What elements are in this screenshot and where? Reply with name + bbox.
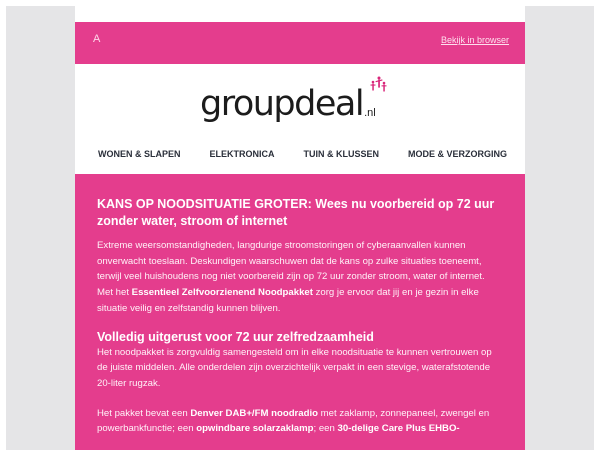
preheader-text: A [93,33,101,45]
intro-text-end: zorg je ervoor dat jij en je gezin in elke situatie veilig en zelfstandig kunnen blijven. [97,287,479,314]
content-section [75,174,525,450]
logo-suffix: .nl [364,107,376,119]
nav-elektronica[interactable]: ELEKTRONICA [209,149,275,159]
contents-text: Het pakket bevat een [97,407,191,419]
jumping-people-icon [369,76,387,96]
item-radio: Denver DAB+/FM noodradio [190,407,319,419]
product-name: Essentieel Zelfvoorzienend Noodpakket [131,287,313,299]
intro-paragraph [97,238,503,317]
intro-text: Extreme weersomstandigheden, langdurige stroomstoringen of cyberaanvallen kunnen onverwacht toeslaan. Deskundigen waarschuwen dat de kans op zulke situaties toeneemt, terwijl veel huishoudens nog niet voorbereid zijn op 72 uur zonder stroom, water of internet. Met het [97,240,485,299]
preheader-bar [75,22,525,64]
groupdeal-logo[interactable] [200,82,376,122]
nav-wonen-slapen[interactable]: WONEN & SLAPEN [98,149,181,159]
email-container [75,6,525,450]
item-first-aid: 30-delige Care Plus EHBO- [337,423,460,435]
contents-text: met zaklamp, zonnepaneel, zwengel en powerbankfunctie; een [97,407,490,435]
nav-tuin-klussen[interactable]: TUIN & KLUSSEN [303,149,379,159]
subheadline: Volledig uitgerust voor 72 uur zelfredzaamheid [97,329,374,344]
description-paragraph: Het noodpakket is zorgvuldig samengesteld om in elke noodsituatie te kunnen vertrouwen op de juiste middelen. Alle onderdelen zijn overzichtelijk verpakt in een stevige, waterafstotende 20-liter rugzak. [97,346,492,389]
nav-mode-verzorging[interactable]: MODE & VERZORGING [407,149,507,159]
logo-area [75,64,525,136]
view-in-browser-link[interactable]: Bekijk in browser [440,35,509,45]
item-flashlight: opwindbare solarzaklamp [196,423,314,435]
logo-wordmark: groupdeal [200,84,364,124]
contents-paragraph [97,406,503,437]
headline: KANS OP NOODSITUATIE GROTER: Wees nu voorbereid op 72 uur zonder water, stroom of internet [97,197,495,228]
contents-text: ; een [313,423,338,435]
category-nav [75,136,525,172]
